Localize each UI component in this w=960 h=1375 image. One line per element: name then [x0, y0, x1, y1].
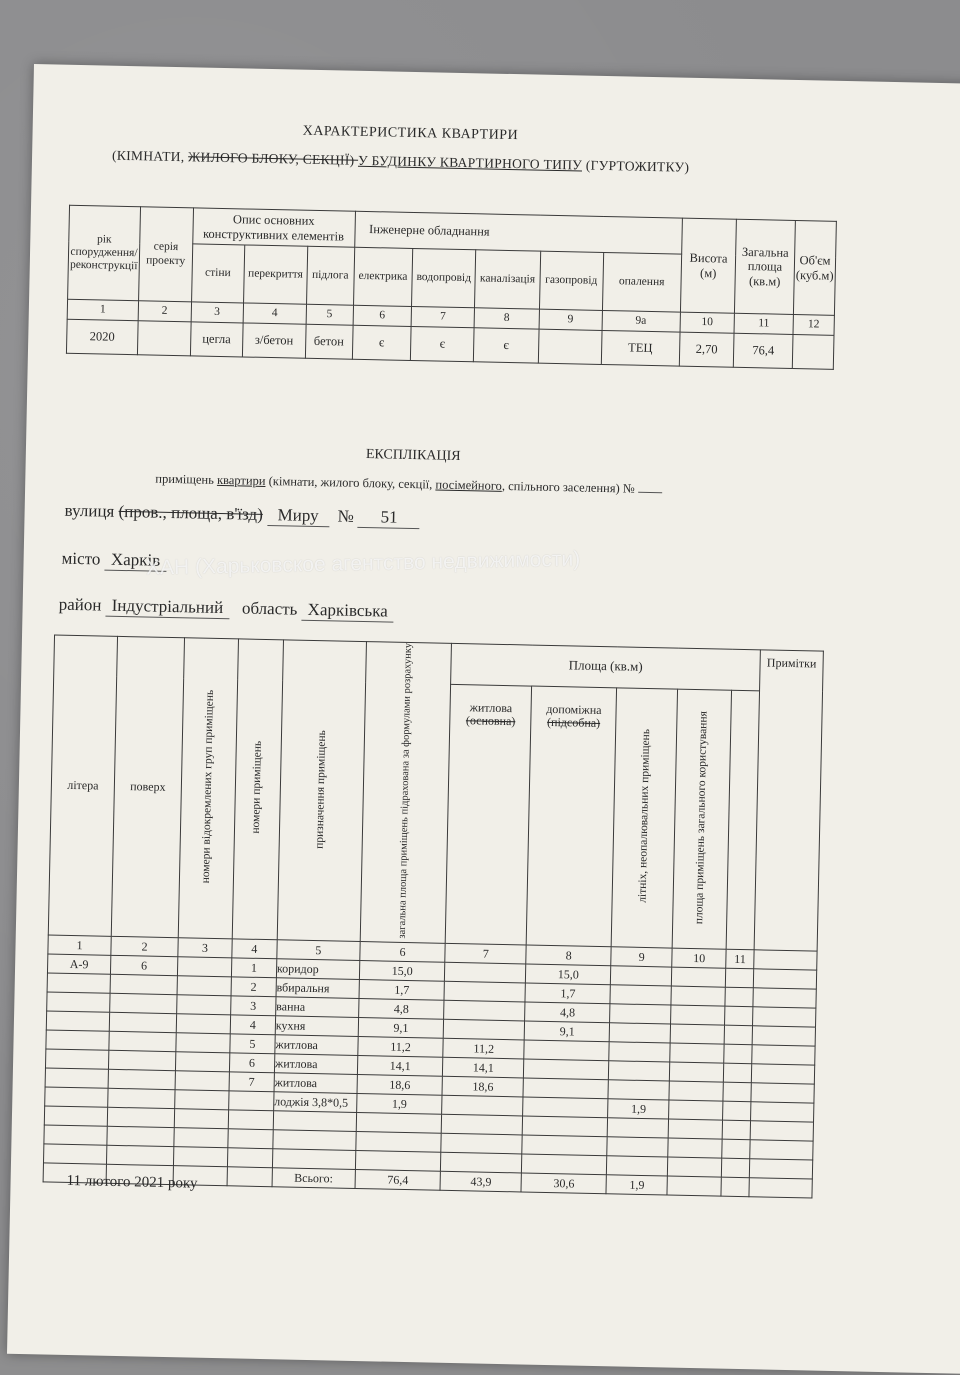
- col-number-row: 1 2 3 4 5 6 7 8 9 9а 10 11 12: [67, 299, 834, 335]
- table-cell: лоджія 3,8*0,5: [273, 1092, 356, 1113]
- table-cell: [522, 1116, 607, 1137]
- street-line: вулиця (пров., площа, в'їзд) Миру № 51: [64, 501, 420, 529]
- table-cell: [46, 1011, 109, 1031]
- table-cell: житлова: [275, 1035, 358, 1056]
- table-cell: [47, 992, 110, 1012]
- hdr-aux: допоміжна (підсобна): [526, 686, 616, 948]
- table-cell: 11,2: [443, 1039, 524, 1060]
- table-cell: [46, 1030, 109, 1050]
- table-cell: [609, 1061, 670, 1081]
- hdr-electric: електрика: [353, 247, 413, 306]
- table-cell: [608, 1080, 669, 1100]
- characteristics-title: ХАРАКТЕРИСТИКА КВАРТИРИ: [302, 123, 519, 144]
- hdr-height: Висота (м): [680, 218, 737, 313]
- table-cell: 14,1: [357, 1056, 443, 1077]
- hdr-construction: Опис основних конструктивних елементів: [192, 208, 355, 247]
- table-cell: [444, 982, 525, 1003]
- table-cell: [607, 1137, 668, 1157]
- hdr-water: водопровід: [412, 248, 476, 307]
- table-cell: [107, 1127, 174, 1147]
- table-cell: [668, 1138, 722, 1158]
- street-value: Миру: [267, 505, 329, 527]
- table-cell: 6: [110, 956, 177, 976]
- table-cell: [441, 1134, 522, 1155]
- characteristics-table: [66, 205, 837, 370]
- document-date: 11 лютого 2021 року: [66, 1172, 198, 1192]
- table-cell: [668, 1157, 722, 1177]
- table-cell: [108, 1070, 175, 1090]
- table-cell: кухня: [275, 1016, 358, 1037]
- table-cell: [228, 1110, 273, 1130]
- hdr-area: Площа (кв.м): [451, 643, 760, 690]
- table-cell: [44, 1106, 107, 1126]
- table-cell: [725, 988, 753, 1008]
- table-cell: [610, 985, 671, 1005]
- explication-col-numbers: 1 2 3 4 5 6 7 8 9 10 11: [48, 935, 817, 970]
- table-cell: [611, 966, 672, 986]
- table-cell: [227, 1148, 272, 1168]
- district-line: район Індустріальний область Харківська: [58, 595, 393, 623]
- table-cell: [722, 1159, 750, 1179]
- explication-table: [43, 635, 824, 1199]
- table-cell: [47, 973, 110, 993]
- table-cell: [671, 1006, 725, 1026]
- table-cell: [175, 1052, 229, 1072]
- table-cell: [523, 1097, 608, 1118]
- total-summer: 1,9: [606, 1175, 667, 1195]
- table-cell: [173, 1147, 227, 1167]
- table-cell: [109, 1013, 176, 1033]
- table-cell: [724, 1026, 752, 1046]
- table-cell: [273, 1111, 356, 1132]
- table-cell: [722, 1121, 750, 1141]
- table-cell: житлова: [274, 1054, 357, 1075]
- table-cell: [273, 1130, 356, 1151]
- table-cell: [442, 1096, 523, 1117]
- watermark: ХАН (Харьковское агентство недвижимости): [145, 547, 581, 580]
- city-line: місто Харків: [61, 549, 166, 572]
- explication-rows: [43, 954, 816, 1179]
- hdr-sewer: каналізація: [475, 250, 541, 309]
- total-label: Всього:: [272, 1168, 355, 1189]
- table-cell: [445, 963, 526, 984]
- hdr-heating: опалення: [602, 252, 681, 312]
- hdr-slab: перекриття: [243, 245, 307, 304]
- table-cell: [106, 1146, 173, 1166]
- table-cell: [355, 1151, 441, 1172]
- table-cell: 5: [230, 1034, 275, 1054]
- characteristics-data-row: 2020 цегла з/бетон бетон є є є ТЕЦ 2,70 76,4: [66, 319, 834, 369]
- explication-title: ЕКСПЛІКАЦІЯ: [365, 447, 461, 465]
- table-cell: [444, 1001, 525, 1022]
- table-cell: [356, 1132, 442, 1153]
- hdr-common: площа приміщень загального користування: [672, 689, 731, 950]
- table-cell: [45, 1068, 108, 1088]
- table-cell: 2: [231, 977, 276, 997]
- hdr-total: загальна площа приміщень підрахована за формулами розрахунку: [360, 642, 452, 944]
- hdr-living: житлова (основна): [445, 684, 531, 946]
- explication-subtitle: приміщень квартири (кімнати, жилого блоку, секції, посімейного, спільного заселення) №: [155, 472, 662, 498]
- hdr-engineering: Інженерне обладнання: [354, 211, 682, 254]
- table-cell: [610, 1004, 671, 1024]
- table-cell: житлова: [274, 1073, 357, 1094]
- table-cell: [109, 1032, 176, 1052]
- table-cell: [45, 1049, 108, 1069]
- table-cell: [722, 1140, 750, 1160]
- table-cell: [724, 1064, 752, 1084]
- table-cell: [177, 957, 231, 977]
- hdr-notes: Примітки: [754, 650, 823, 952]
- hdr-rooms: номери приміщень: [232, 639, 283, 940]
- hdr-total-area: Загальна площа (кв.м): [735, 219, 796, 314]
- table-cell: [672, 968, 726, 988]
- hdr-summer: літніх, неопалювальних приміщень: [611, 687, 677, 948]
- table-cell: 3: [230, 996, 275, 1016]
- table-cell: [669, 1100, 723, 1120]
- table-cell: 18,6: [357, 1075, 443, 1096]
- table-cell: [670, 1025, 724, 1045]
- table-cell: 4: [230, 1015, 275, 1035]
- number-value: 51: [358, 507, 420, 529]
- hdr-series: серія проекту: [138, 207, 193, 302]
- table-cell: 4,8: [525, 1002, 610, 1023]
- table-cell: [175, 1071, 229, 1091]
- hdr-purpose: призначення приміщень: [277, 640, 366, 942]
- table-cell: [108, 1051, 175, 1071]
- table-cell: 6: [229, 1053, 274, 1073]
- table-cell: [524, 1059, 609, 1080]
- table-cell: [272, 1149, 355, 1170]
- table-cell: 9,1: [524, 1021, 609, 1042]
- table-cell: 1,9: [356, 1094, 442, 1115]
- hdr-year: рік спорудження/ реконструкції: [68, 205, 141, 300]
- table-cell: [670, 1044, 724, 1064]
- total-aux: 30,6: [521, 1173, 606, 1194]
- table-cell: [108, 1089, 175, 1109]
- table-cell: [177, 995, 231, 1015]
- table-cell: 15,0: [359, 961, 445, 982]
- hdr-gas: газопровід: [539, 251, 603, 310]
- hdr-litera: літера: [48, 635, 117, 937]
- table-cell: [522, 1135, 607, 1156]
- region-value: Харківська: [301, 600, 393, 623]
- table-cell: [175, 1090, 229, 1110]
- table-cell: [356, 1113, 442, 1134]
- table-cell: [723, 1083, 751, 1103]
- hdr-floor: підлога: [306, 246, 354, 305]
- table-cell: 1,9: [608, 1099, 669, 1119]
- table-cell: ванна: [275, 997, 358, 1018]
- total-living: 43,9: [440, 1172, 521, 1193]
- table-cell: [524, 1040, 609, 1061]
- hdr-groups: номери відокремлених груп приміщень: [178, 638, 238, 940]
- document-page: [7, 64, 960, 1375]
- table-cell: [45, 1087, 108, 1107]
- table-cell: [669, 1082, 723, 1102]
- table-cell: [671, 987, 725, 1007]
- table-cell: 7: [229, 1072, 274, 1092]
- hdr-floor-number: поверх: [111, 636, 184, 938]
- table-cell: [609, 1042, 670, 1062]
- table-cell: [176, 1014, 230, 1034]
- table-cell: [228, 1129, 273, 1149]
- table-cell: 4,8: [358, 999, 444, 1020]
- table-cell: [176, 1033, 230, 1053]
- table-cell: 18,6: [442, 1077, 523, 1098]
- table-cell: [670, 1063, 724, 1083]
- table-cell: [609, 1023, 670, 1043]
- table-cell: [725, 1007, 753, 1027]
- table-cell: [523, 1078, 608, 1099]
- hdr-volume: Об'єм (куб.м): [793, 220, 836, 315]
- table-cell: 14,1: [443, 1058, 524, 1079]
- table-cell: 1,7: [525, 983, 610, 1004]
- table-cell: 11,2: [358, 1037, 444, 1058]
- table-cell: [107, 1108, 174, 1128]
- table-cell: [110, 975, 177, 995]
- table-cell: [110, 994, 177, 1014]
- table-cell: [441, 1153, 522, 1174]
- table-cell: А-9: [47, 954, 110, 974]
- characteristics-subtitle: (КІМНАТИ, ЖИЛОГО БЛОКУ, СЕКЦІЇ) У БУДИНКУ КВАРТИРНОГО ТИПУ (ГУРТОЖИТКУ): [111, 147, 690, 175]
- table-cell: [725, 969, 753, 989]
- table-cell: [607, 1118, 668, 1138]
- table-cell: [443, 1020, 524, 1041]
- table-cell: [174, 1128, 228, 1148]
- table-cell: [44, 1125, 107, 1145]
- table-cell: 15,0: [526, 964, 611, 985]
- hdr-walls: стіни: [191, 244, 245, 303]
- table-cell: [723, 1102, 751, 1122]
- city-value: Харків: [104, 550, 166, 572]
- table-cell: коридор: [276, 959, 359, 980]
- table-cell: [522, 1154, 607, 1175]
- table-cell: [229, 1091, 274, 1111]
- table-cell: 1,7: [359, 980, 445, 1001]
- district-value: Індустріальний: [105, 596, 229, 620]
- table-cell: [174, 1109, 228, 1129]
- total-area: 76,4: [355, 1170, 441, 1191]
- table-cell: [43, 1144, 106, 1164]
- table-cell: [668, 1119, 722, 1139]
- table-cell: 1: [231, 958, 276, 978]
- table-cell: [177, 976, 231, 996]
- table-cell: 9,1: [358, 1018, 444, 1039]
- table-cell: [724, 1045, 752, 1065]
- table-cell: [607, 1156, 668, 1176]
- table-cell: вбиральня: [276, 978, 359, 999]
- table-cell: [441, 1115, 522, 1136]
